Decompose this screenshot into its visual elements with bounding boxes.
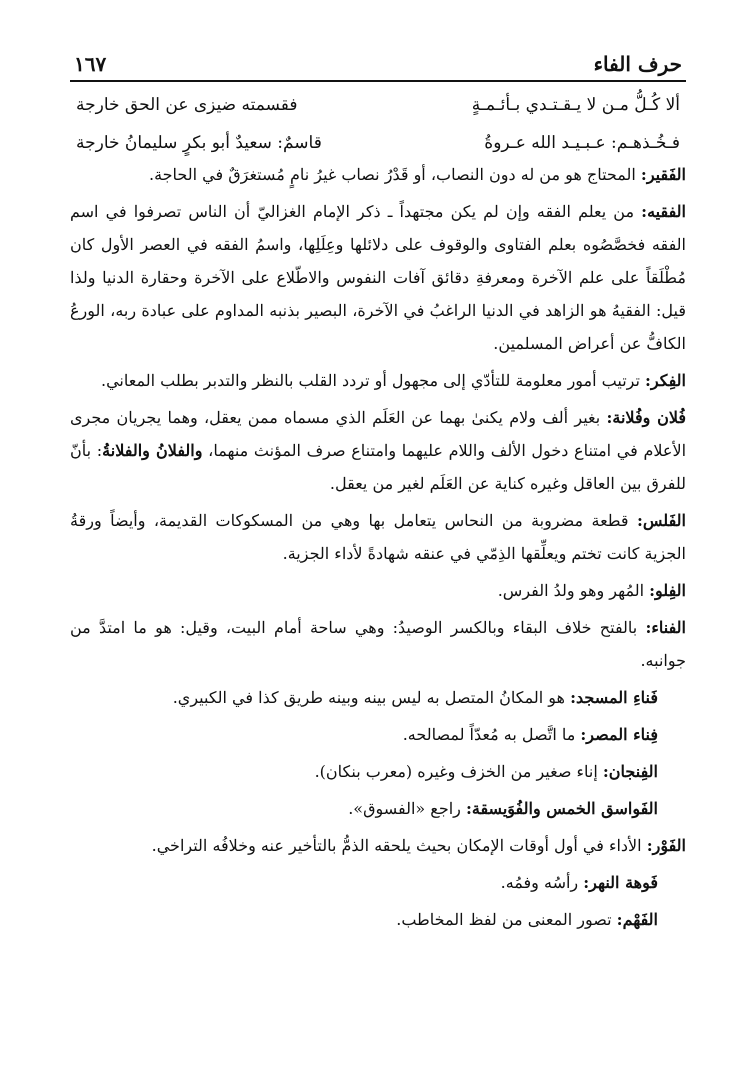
dictionary-entry: [70, 829, 686, 862]
dictionary-entry: [70, 364, 686, 397]
entry-term: فَناءِ المسجد:: [570, 688, 658, 707]
entry-term: فَوهة النهر:: [583, 873, 658, 892]
entry-term: الفَقير:: [640, 165, 686, 184]
entry-term: الفناء:: [645, 618, 686, 637]
entry-term: الفِلو:: [649, 581, 686, 600]
entry-definition: الأداء في أول أوقات الإمكان بحيث يلحقه الذمُّ بالتأخير عنه وخلافُه التراخي.: [151, 836, 647, 855]
dictionary-entry: [70, 574, 686, 607]
verse-second-hemistich: قاسمٌ: سعيدٌ أبو بكرٍ سليمانُ خارجة: [76, 133, 322, 153]
dictionary-entry: [70, 903, 686, 936]
dictionary-entry: [70, 755, 686, 788]
page-header: [70, 52, 686, 82]
entry-definition: رأسُه وفمُه.: [500, 873, 584, 892]
entry-term: الفَوْر:: [646, 836, 686, 855]
entry-definition: المحتاج هو من له دون النصاب، أو قَدْرُ نصاب غيرُ نامٍ مُستغرَقٌ في الحاجة.: [148, 165, 641, 184]
chapter-title: حرف الفاء: [593, 52, 682, 76]
dictionary-entry: [70, 401, 686, 500]
dictionary-entry: [70, 195, 686, 360]
dictionary-entry: [70, 611, 686, 677]
entry-definition: هو المكانُ المتصل به ليس بينه وبينه طريق كذا في الكبيري.: [172, 688, 571, 707]
entry-definition: راجع «الفسوق».: [348, 799, 466, 818]
dictionary-entry: [70, 718, 686, 751]
dictionary-entry: [70, 866, 686, 899]
entry-subdefinition: : بأنّ للفرق بين العاقل وغيره كناية عن العَلَم لغير من يعقل.: [70, 441, 686, 493]
entry-term: الفَلس:: [636, 511, 686, 530]
entry-definition: إناء صغير من الخزف وغيره (معرب بنكان).: [314, 762, 603, 781]
entry-term: الفَواسق الخمس والفُوَيسقة:: [465, 799, 658, 818]
entry-subterm: والفلانُ والفلانةُ: [102, 441, 203, 460]
entry-definition: تصور المعنى من لفظ المخاطب.: [396, 910, 617, 929]
verse-first-hemistich: ألا كُـلُّ مـن لا يـقـتـدي بـأئـمـةٍ: [471, 95, 680, 115]
dictionary-page: [70, 52, 686, 936]
entry-term: الفَهْم:: [616, 910, 658, 929]
verse-second-hemistich: فقسمته ضيزى عن الحق خارجة: [76, 95, 298, 115]
entry-definition: من يعلم الفقه وإن لم يكن مجتهداً ـ ذكر الإمام الغزاليّ أن الناس تصرفوا في اسم الفقه فخصَّصُوه بعلم الفتاوى والوقوف على دلائلها وعِلَلِها، واسمُ الفقه في العصر الأول كان مُطْلَقاً على علم الآخرة ومعرفةِ دقائق آفات النفوس والاطّلاع على الآخرة وحقارة الدنيا ولذا قيل: الفقيهُ هو الزاهد في الدنيا الراغبُ في الآخرة، البصير بذنبه المداوم على عبادة ربه، الورعُ الكافُّ عن أعراض المسلمين.: [70, 202, 686, 353]
entry-term: الفقيه:: [641, 202, 686, 221]
verse-first-hemistich: فـخُـذهـم: عـبـيـد الله عـروةُ: [484, 133, 680, 153]
entry-term: الفِكر:: [645, 371, 686, 390]
dictionary-entry: [70, 158, 686, 191]
dictionary-entry: [70, 504, 686, 570]
entry-definition: المُهر وهو ولدُ الفرس.: [497, 581, 650, 600]
dictionary-entry: [70, 681, 686, 714]
page-number: ١٦٧: [74, 52, 107, 76]
dictionary-entry: [70, 792, 686, 825]
entry-term: فِناء المصر:: [580, 725, 658, 744]
entry-term: فُلان وفُلانة:: [606, 408, 687, 427]
verse-line: [70, 130, 686, 156]
verse-line: [70, 92, 686, 118]
entry-term: الفِنجان:: [602, 762, 658, 781]
entry-definition: بغير ألف ولام يكنىٰ بهما عن العَلَم الذي مسماه ممن يعقل، وهما يجريان مجرى الأعلام في امتناع دخول الألف واللام عليهما وامتناع صرف المؤنث منهما،: [70, 408, 687, 460]
entry-definition: ما اتَّصل به مُعدّاً لمصالحه.: [402, 725, 581, 744]
entry-definition: قطعة مضروبة من النحاس يتعامل بها وهي من المسكوكات القديمة، وأيضاً ورقةُ الجزية كانت تختم ويعلِّقها الذِمّي في عنقه شهادةً لأداء الجزية.: [70, 511, 686, 563]
entry-definition: ترتيب أمور معلومة للتأدّي إلى مجهول أو تردد القلب بالنظر والتدبر بطلب المعاني.: [100, 371, 646, 390]
entry-definition: بالفتح خلاف البقاء وبالكسر الوصيدُ: وهي ساحة أمام البيت، وقيل: هو ما امتدَّ من جوانبه.: [70, 618, 686, 670]
